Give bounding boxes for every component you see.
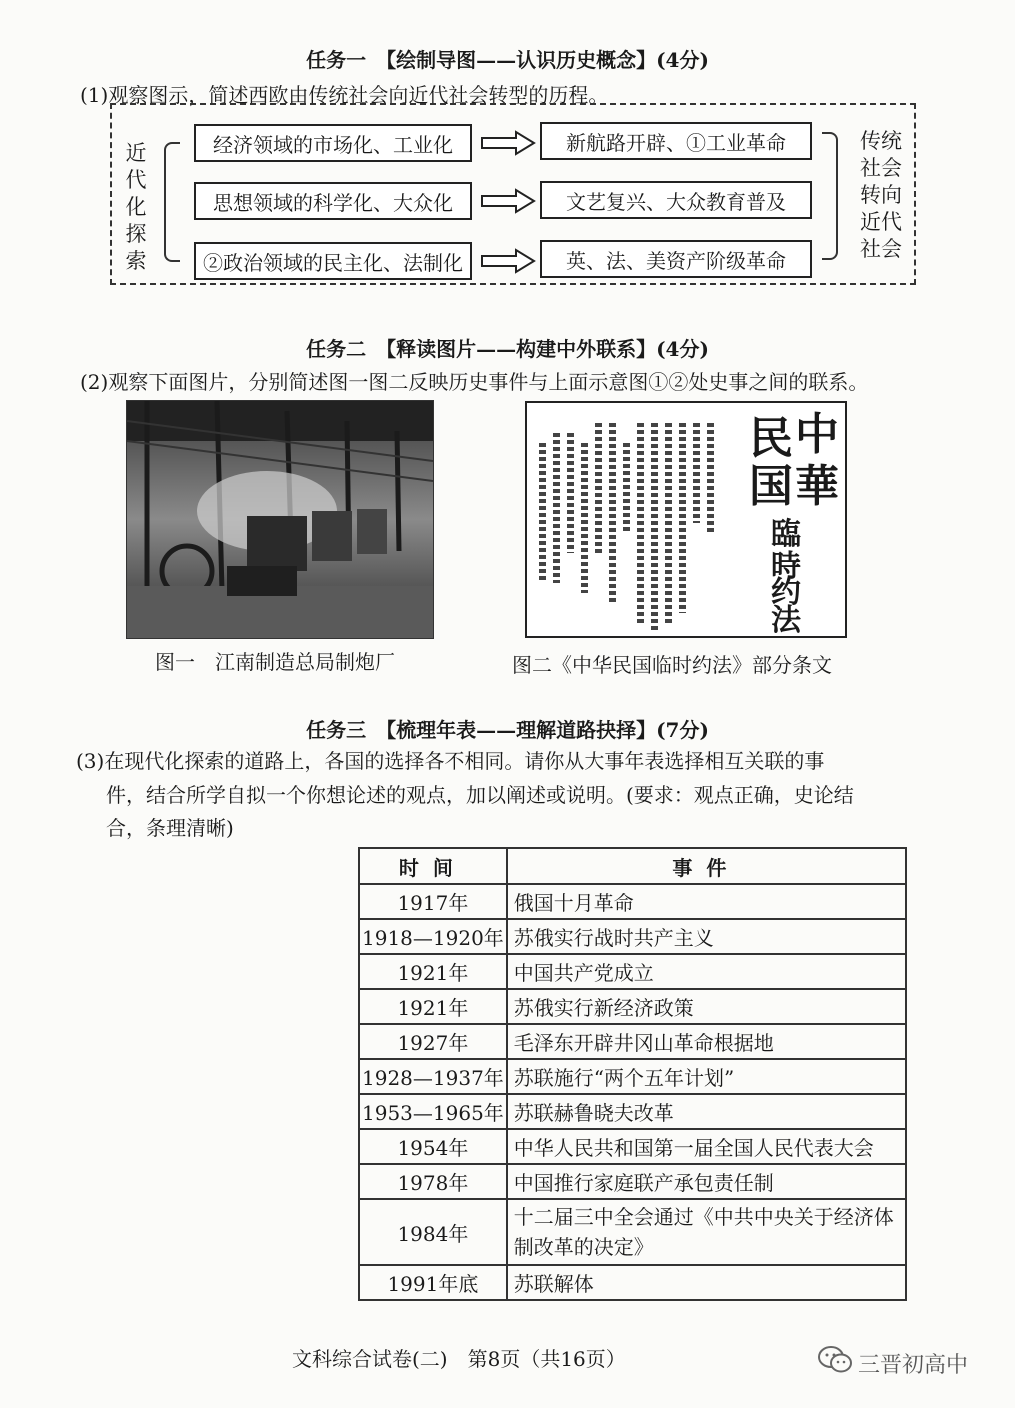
provisional-constitution-image (525, 401, 847, 638)
title-char: 民 (749, 413, 793, 464)
task2-title: 任务二 【释读图片——构建中外联系】(4分) (306, 337, 709, 361)
task1-question: (1)观察图示，简述西欧由传统社会向近代社会转型的历程。 (80, 83, 609, 107)
fig2-caption: 图二《中华民国临时约法》部分条文 (512, 653, 832, 677)
table-row (359, 1265, 906, 1300)
arrow-right-icon (480, 130, 536, 156)
cell-time: 1917年 (359, 884, 507, 919)
title-char: 時 (771, 549, 801, 584)
domain-box-economy: 经济领域的市场化、工业化 (194, 124, 472, 162)
table-row (359, 1129, 906, 1164)
cell-time: 1984年 (359, 1199, 507, 1265)
task2-question: (2)观察下面图片，分别简述图一图二反映历史事件与上面示意图①②处史事之间的联系。 (80, 370, 869, 394)
left-brace (164, 142, 180, 262)
cell-event: 十二届三中全会通过《中共中央关于经济体制改革的决定》 (513, 1205, 894, 1259)
table-row (359, 1094, 906, 1129)
diagram-left-label: 近代化探索 (125, 141, 147, 273)
watermark-text: 三晋初高中 (858, 1353, 969, 1378)
task3-title: 任务三 【梳理年表——理解道路抉择】(7分) (306, 718, 709, 742)
cell-time: 1921年 (359, 989, 507, 1024)
task3-question-line1: (3)在现代化探索的道路上，各国的选择各不相同。请你从大事年表选择相互关联的事 (76, 749, 825, 773)
title-char: 国 (749, 461, 793, 512)
cell-time: 1991年底 (359, 1265, 507, 1300)
cell-event: 中国推行家庭联产承包责任制 (507, 1164, 906, 1199)
table-row (359, 954, 906, 989)
table-row (359, 989, 906, 1024)
table-header-row (359, 848, 906, 884)
header-time: 时间 (359, 848, 507, 884)
table-row (359, 919, 906, 954)
cell-time: 1921年 (359, 954, 507, 989)
title-char: 法 (771, 603, 801, 638)
title-char: 華 (795, 461, 839, 512)
task3-question-line3: 合，条理清晰) (106, 816, 234, 840)
cell-time: 1918—1920年 (359, 919, 507, 954)
events-timeline-table (358, 847, 907, 1301)
wechat-icon (818, 1346, 852, 1378)
fig1-caption: 图一 江南制造总局制炮厂 (155, 650, 395, 674)
arrow-right-icon (480, 248, 536, 274)
factory-photo (126, 400, 434, 639)
cell-event: 俄国十月革命 (507, 884, 906, 919)
event-box-1: 新航路开辟、①工业革命 (540, 122, 812, 160)
cell-event: 苏联解体 (507, 1265, 906, 1300)
title-char: 臨 (771, 517, 801, 552)
domain-box-thought: 思想领域的科学化、大众化 (194, 182, 472, 220)
table-row (359, 1164, 906, 1199)
title-char: 中 (795, 409, 839, 460)
cell-event: 中华人民共和国第一届全国人民代表大会 (507, 1129, 906, 1164)
cell-event: 苏联赫鲁晓夫改革 (507, 1094, 906, 1129)
arrow-right-icon (480, 188, 536, 214)
cell-event: 苏俄实行战时共产主义 (507, 919, 906, 954)
cell-event: 中国共产党成立 (507, 954, 906, 989)
event-box-3: 英、法、美资产阶级革命 (540, 240, 812, 278)
event-box-2: 文艺复兴、大众教育普及 (540, 181, 812, 219)
cell-time: 1953—1965年 (359, 1094, 507, 1129)
cell-event: 毛泽东开辟井冈山革命根据地 (507, 1024, 906, 1059)
cell-time: 1954年 (359, 1129, 507, 1164)
header-event: 事件 (507, 848, 906, 884)
domain-box-politics: ②政治领域的民主化、法制化 (194, 242, 472, 280)
title-char: 约 (771, 575, 801, 610)
page-footer: 文科综合试卷(二) 第8页（共16页） (292, 1347, 626, 1371)
diagram-right-label: 传统社会转向近代社会 (860, 129, 902, 261)
task3-question-line2: 件，结合所学自拟一个你想论述的观点，加以阐述或说明。(要求：观点正确，史论结 (106, 783, 854, 807)
table-row (359, 884, 906, 919)
table-row (359, 1199, 906, 1265)
cell-time: 1928—1937年 (359, 1059, 507, 1094)
table-row (359, 1024, 906, 1059)
table-row (359, 1059, 906, 1094)
cell-event: 苏联施行“两个五年计划” (507, 1059, 906, 1094)
task1-title: 任务一 【绘制导图——认识历史概念】(4分) (306, 48, 709, 72)
cell-time: 1978年 (359, 1164, 507, 1199)
cell-event: 苏俄实行新经济政策 (507, 989, 906, 1024)
right-brace (822, 132, 838, 260)
cell-time: 1927年 (359, 1024, 507, 1059)
